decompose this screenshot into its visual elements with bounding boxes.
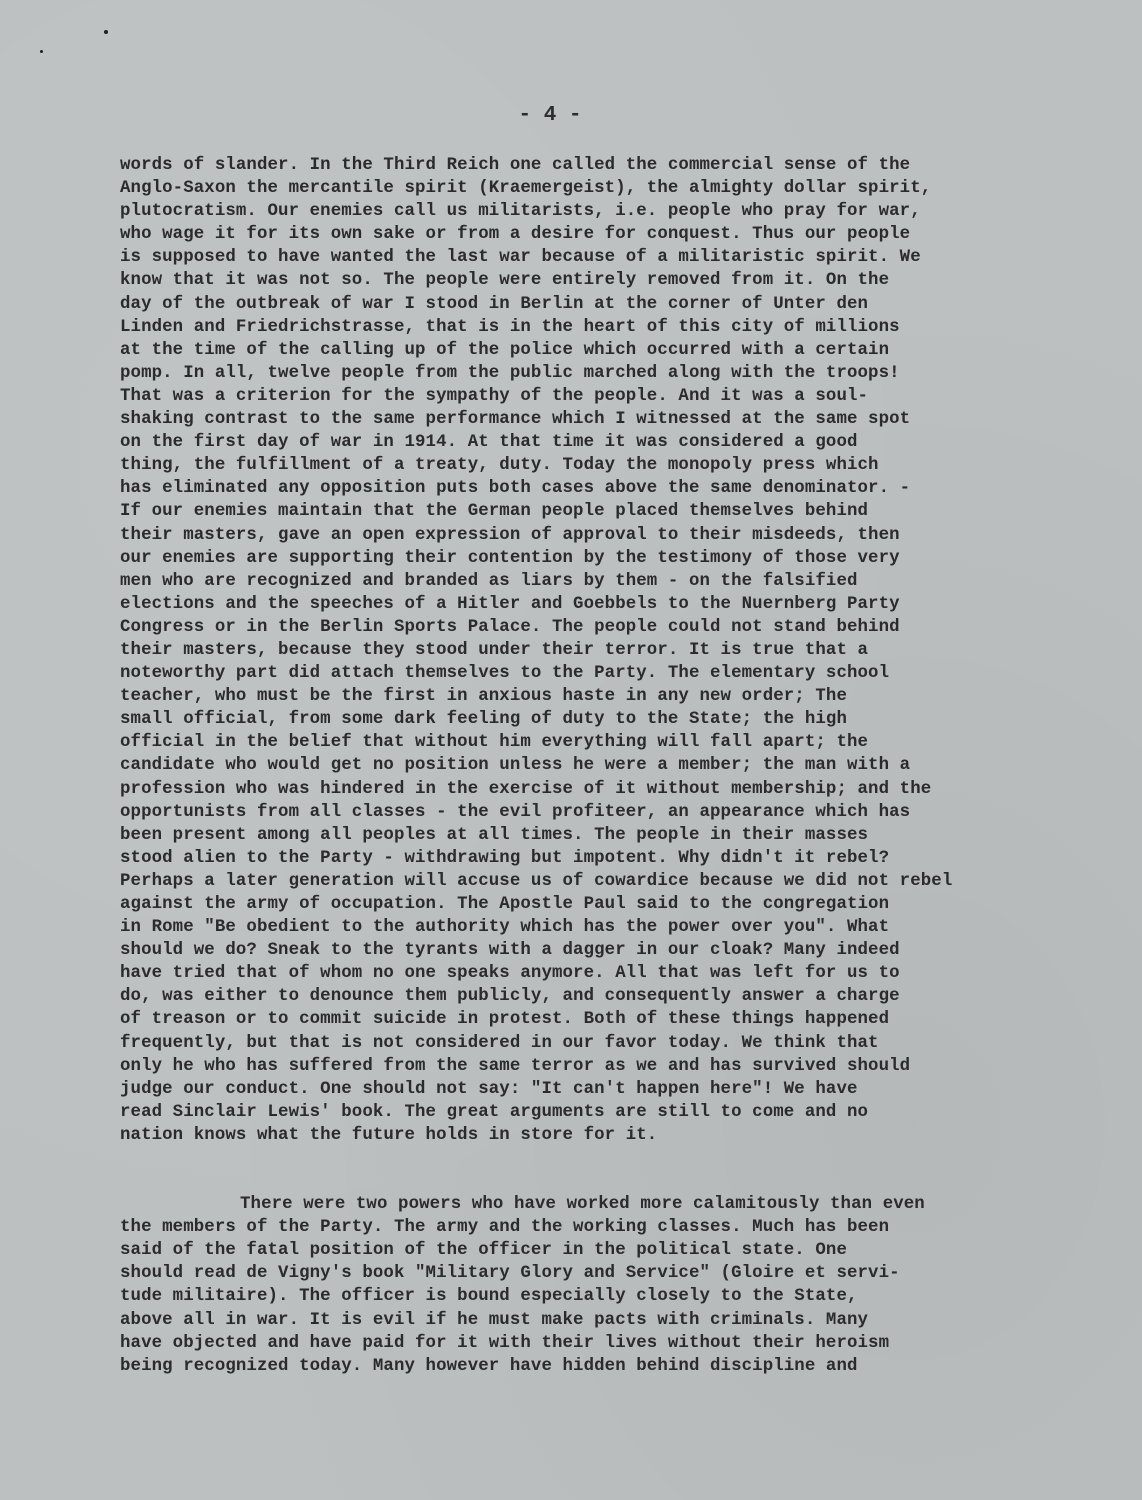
text-line: plutocratism. Our enemies call us militarists, i.e. people who pray for war, <box>120 202 921 222</box>
text-line: has eliminated any opposition puts both cases above the same denominator. - <box>120 479 911 499</box>
paragraph <box>120 1193 1050 1378</box>
text-line: men who are recognized and branded as liars by them - on the falsified <box>120 571 858 591</box>
text-line: If our enemies maintain that the German people placed themselves behind <box>120 502 869 522</box>
text-line: should read de Vigny's book "Military Glory and Service" (Gloire et servi- <box>120 1264 900 1284</box>
text-line: the members of the Party. The army and the working classes. Much has been <box>120 1218 890 1238</box>
text-line: Perhaps a later generation will accuse us of cowardice because we did not rebel <box>120 871 953 891</box>
text-line: at the time of the calling up of the police which occurred with a certain <box>120 340 890 360</box>
text-line: have objected and have paid for it with their lives without their heroism <box>120 1333 890 1353</box>
text-line: above all in war. It is evil if he must make pacts with criminals. Many <box>120 1310 869 1330</box>
text-line: only he who has suffered from the same terror as we and has survived should <box>120 1056 911 1076</box>
text-line: opportunists from all classes - the evil profiteer, an appearance which has <box>120 802 911 822</box>
text-line: noteworthy part did attach themselves to the Party. The elementary school <box>120 664 890 684</box>
text-line: Congress or in the Berlin Sports Palace. The people could not stand behind <box>120 617 900 637</box>
text-line: small official, from some dark feeling of duty to the State; the high <box>120 710 847 730</box>
text-line: thing, the fulfillment of a treaty, duty. Today the monopoly press which <box>120 456 879 476</box>
text-line: said of the fatal position of the officer in the political state. One <box>120 1241 847 1261</box>
text-line: teacher, who must be the first in anxious haste in any new order; The <box>120 687 847 707</box>
text-line: been present among all peoples at all times. The people in their masses <box>120 825 869 845</box>
text-line: day of the outbreak of war I stood in Berlin at the corner of Unter den <box>120 294 869 314</box>
text-line: who wage it for its own sake or from a desire for conquest. Thus our people <box>120 225 911 245</box>
text-line: profession who was hindered in the exercise of it without membership; and the <box>120 779 932 799</box>
text-line: candidate who would get no position unless he were a member; the man with a <box>120 756 911 776</box>
text-line: should we do? Sneak to the tyrants with a dagger in our cloak? Many indeed <box>120 941 900 961</box>
text-line: words of slander. In the Third Reich one called the commercial sense of the <box>120 156 911 175</box>
text-line: Anglo-Saxon the mercantile spirit (Kraemergeist), the almighty dollar spirit, <box>120 179 932 199</box>
text-line: on the first day of war in 1914. At that time it was considered a good <box>120 433 858 453</box>
text-line: tude militaire). The officer is bound especially closely to the State, <box>120 1287 858 1307</box>
text-line: shaking contrast to the same performance which I witnessed at the same spot <box>120 410 911 430</box>
text-line: elections and the speeches of a Hitler and Goebbels to the Nuernberg Party <box>120 594 900 614</box>
text-line: do, was either to denounce them publicly, and consequently answer a charge <box>120 987 900 1007</box>
text-line: have tried that of whom no one speaks anymore. All that was left for us to <box>120 964 900 984</box>
text-line: of treason or to commit suicide in protest. Both of these things happened <box>120 1010 890 1030</box>
text-line: is supposed to have wanted the last war because of a militaristic spirit. We <box>120 248 921 268</box>
text-line: their masters, because they stood under their terror. It is true that a <box>120 640 869 660</box>
page-number: - 4 - <box>518 104 582 127</box>
speck-mark <box>40 50 43 53</box>
text-line: stood alien to the Party - withdrawing but impotent. Why didn't it rebel? <box>120 848 890 868</box>
text-line: That was a criterion for the sympathy of the people. And it was a soul- <box>120 386 869 406</box>
text-line: pomp. In all, twelve people from the public marched along with the troops! <box>120 363 900 383</box>
paragraph-gap <box>120 1147 1050 1193</box>
text-line: being recognized today. Many however have hidden behind discipline and <box>120 1356 858 1376</box>
speck-mark <box>104 30 108 34</box>
text-line: official in the belief that without him everything will fall apart; the <box>120 733 869 753</box>
paragraph <box>120 154 1050 1147</box>
text-line: There were two powers who have worked more calamitously than even <box>240 1195 925 1215</box>
text-line: their masters, gave an open expression of approval to their misdeeds, then <box>120 525 900 545</box>
text-line: read Sinclair Lewis' book. The great arguments are still to come and no <box>120 1102 869 1122</box>
text-line: against the army of occupation. The Apostle Paul said to the congregation <box>120 895 890 914</box>
text-line: judge our conduct. One should not say: "It can't happen here"! We have <box>120 1079 858 1099</box>
body-text <box>120 154 1050 1378</box>
text-line: our enemies are supporting their contention by the testimony of those very <box>120 548 900 568</box>
text-line: nation knows what the future holds in store for it. <box>120 1125 658 1145</box>
text-line: frequently, but that is not considered in our favor today. We think that <box>120 1033 879 1053</box>
text-line: Linden and Friedrichstrasse, that is in the heart of this city of millions <box>120 317 900 337</box>
text-line: know that it was not so. The people were entirely removed from it. On the <box>120 271 890 291</box>
text-line: in Rome "Be obedient to the authority which has the power over you". What <box>120 918 890 938</box>
